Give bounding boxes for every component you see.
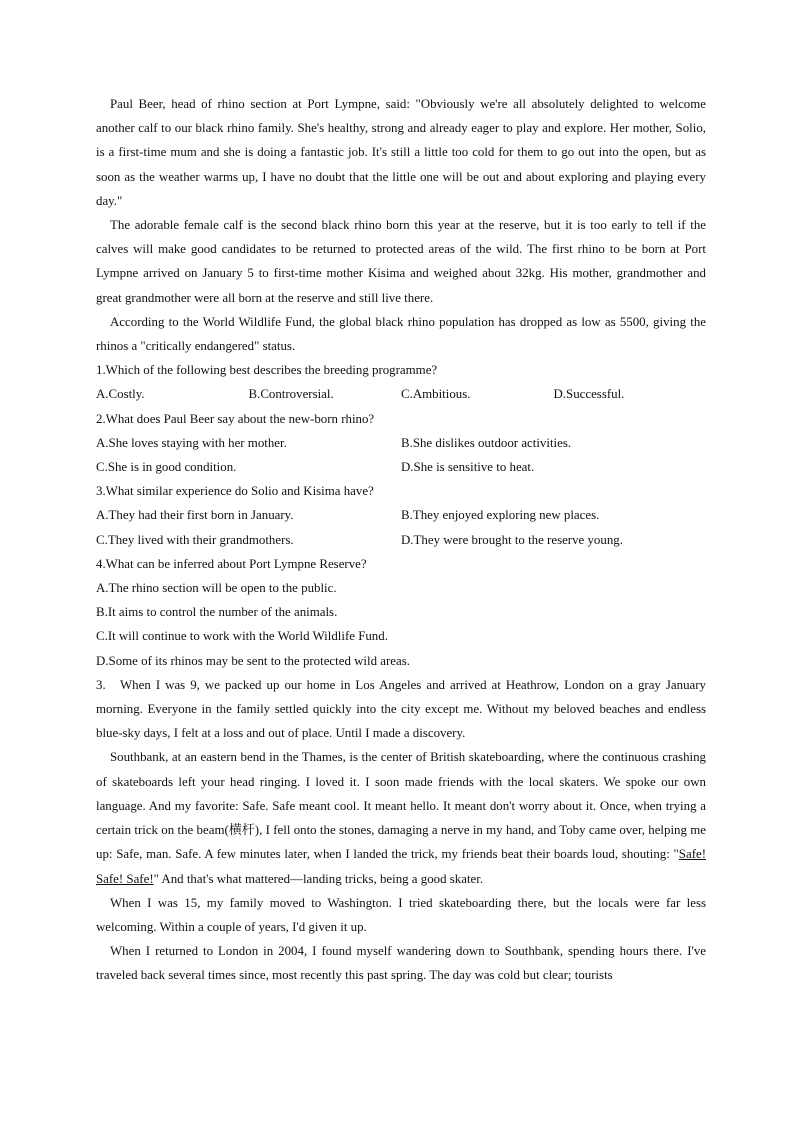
question-4-stem: 4.What can be inferred about Port Lympne Reserve? (96, 556, 367, 571)
question-3-option-b: B.They enjoyed exploring new places. (401, 508, 600, 523)
question-2-options-row-1 (96, 431, 706, 455)
passage2-paragraph-2-text: Southbank, at an eastern bend in the Thames, is the center of British skateboarding, where the continuous crashing of skateboards left your head ringing. I loved it. I soon made friends with the local skaters. We spoke our own language. And my favorite: Safe. Safe meant cool. It meant hello. It meant don't worry about it. Once, when trying a certain trick on the beam(横杆), I fell onto the stones, damaging a nerve in my hand, and Toby came over, helping me up: Safe, man. Safe. A few minutes later, when I landed the trick, my friends beat their boards loud, shouting: " (96, 750, 706, 862)
passage-number: 3. (96, 677, 106, 692)
question-4-option-c: C.It will continue to work with the World Wildlife Fund. (96, 629, 388, 644)
passage2-paragraph-1-text: When I was 9, we packed up our home in Los Angeles and arrived at Heathrow, London on a gray January morning. Everyone in the family settled quickly into the city except me. Without my beloved beaches and endless blue-sky days, I felt at a loss and out of place. Until I made a discovery. (96, 677, 706, 741)
passage2-paragraph-1 (96, 673, 706, 746)
passage2-paragraph-3: When I was 15, my family moved to Washington. I tried skateboarding there, but the locals were far less welcoming. Within a couple of years, I'd given it up. (96, 895, 706, 934)
passage1-paragraph-3: According to the World Wildlife Fund, the global black rhino population has dropped as low as 5500, giving the rhinos a "critically endangered" status. (96, 314, 706, 354)
question-2-option-d: D.She is sensitive to heat. (401, 460, 535, 475)
question-2-option-b: B.She dislikes outdoor activities. (401, 435, 572, 450)
underlined-phrase: Safe! Safe! Safe! (96, 847, 706, 886)
passage2-paragraph-2 (96, 745, 706, 890)
question-4-option-d: D.Some of its rhinos may be sent to the protected wild areas. (96, 653, 410, 668)
question-1-option-c: C.Ambitious. (401, 387, 471, 402)
passage1-paragraph-1: Paul Beer, head of rhino section at Port Lympne, said: "Obviously we're all absolutely delighted to welcome another calf to our black rhino family. She's healthy, strong and already eager to play and explore. Her mother, Solio, is a first-time mum and she is doing a fantastic job. It's still a little too cold for them to go out into the open, but as soon as the weather warms up, I have no doubt that the little one will be out and about exploring and playing every day." (96, 97, 706, 208)
question-3-options-row-2 (96, 528, 706, 552)
passage1-paragraph-2: The adorable female calf is the second black rhino born this year at the reserve, but it is too early to tell if the calves will make good candidates to be returned to protected areas of the wild. The first rhino to be born at Port Lympne arrived on January 5 to first-time mother Kisima and weighed about 32kg. His mother, grandmother and great grandmother were all born at the reserve and still live there. (96, 218, 706, 305)
question-2-options-row-2 (96, 455, 706, 479)
question-2-option-a: A.She loves staying with her mother. (96, 435, 287, 450)
question-4-option-a: A.The rhino section will be open to the public. (96, 581, 337, 596)
question-2-stem: 2.What does Paul Beer say about the new-born rhino? (96, 411, 375, 426)
question-3-stem: 3.What similar experience do Solio and Kisima have? (96, 484, 374, 499)
question-4-option-b: B.It aims to control the number of the animals. (96, 605, 338, 620)
document-page (96, 92, 706, 988)
question-1-option-a: A.Costly. (96, 387, 145, 402)
passage2-paragraph-4: When I returned to London in 2004, I found myself wandering down to Southbank, spending hours there. I've traveled back several times since, most recently this past spring. The day was cold but clear; tourists (96, 944, 706, 983)
question-3-option-c: C.They lived with their grandmothers. (96, 532, 294, 547)
question-1-options (96, 382, 706, 406)
question-2-option-c: C.She is in good condition. (96, 460, 237, 475)
question-1-stem: 1.Which of the following best describes the breeding programme? (96, 363, 438, 378)
passage2-paragraph-2-end: " And that's what mattered—landing tricks, being a good skater. (153, 871, 484, 886)
question-1-option-b: B.Controversial. (248, 387, 334, 402)
question-1-option-d: D.Successful. (553, 387, 625, 402)
question-3-option-d: D.They were brought to the reserve young. (401, 532, 623, 547)
question-3-options-row-1 (96, 503, 706, 527)
question-3-option-a: A.They had their first born in January. (96, 508, 294, 523)
